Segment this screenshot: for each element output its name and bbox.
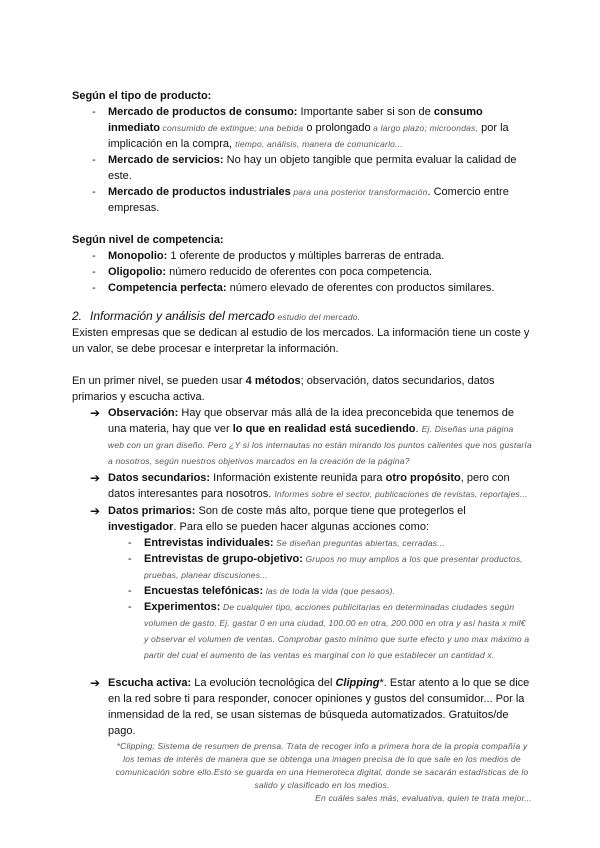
sub-item-label: Experimentos: xyxy=(144,601,221,613)
list-item xyxy=(72,264,532,280)
item-label: Competencia perfecta: xyxy=(108,282,227,294)
item-label: Datos secundarios: xyxy=(108,472,211,484)
method-secundarios xyxy=(72,470,532,502)
item-label: Escucha activa: xyxy=(108,677,192,689)
item-label: Mercado de servicios: xyxy=(108,154,224,166)
item-bold: otro propósito xyxy=(385,472,461,484)
item-label: Observación: xyxy=(108,407,179,419)
item-note: consumido de extingue; una bebida xyxy=(159,123,304,133)
item-text: o prolongado xyxy=(303,122,371,134)
list-methods xyxy=(72,405,532,739)
arrow-icon: ➔ xyxy=(90,471,101,485)
item-note: Informes sobre el sector, publicaciones de revistas, reportajes... xyxy=(274,489,528,499)
paragraph-intro: Existen empresas que se dedican al estudio de los mercados. La información tiene un coste y un valor, se debe procesar e interpretar la información. xyxy=(72,327,530,355)
arrow-icon: ➔ xyxy=(90,676,101,690)
paragraph-bold: 4 métodos xyxy=(245,375,301,387)
document-page xyxy=(72,88,532,805)
item-label: Monopolio: xyxy=(108,250,168,262)
item-text: . Para ello se pueden hacer algunas acciones como: xyxy=(173,521,430,533)
paragraph-methods xyxy=(72,373,532,405)
heading-competencia: Según nivel de competencia: xyxy=(72,234,224,246)
list-tipo-producto xyxy=(72,104,532,216)
heading-tipo-producto: Según el tipo de producto: xyxy=(72,90,212,102)
sub-item xyxy=(108,551,532,583)
sub-item-note: Se diseñan preguntas abiertas, cerradas... xyxy=(273,538,445,548)
section-title-note: estudio del mercado. xyxy=(274,312,361,322)
item-text: 1 oferente de productos y múltiples barreras de entrada. xyxy=(167,250,445,262)
item-text: , pero con datos interesantes para nosotros. xyxy=(108,472,510,500)
list-primarios-sub xyxy=(108,535,532,663)
item-bold-italic: Clipping xyxy=(335,677,380,689)
list-item xyxy=(72,280,532,296)
item-label: Oligopolio: xyxy=(108,266,167,278)
item-note: a largo plazo; microondas, xyxy=(370,123,479,133)
section-number: 2. xyxy=(72,309,83,323)
section-title xyxy=(72,308,532,325)
sub-item-label: Encuestas telefónicas: xyxy=(144,585,264,597)
item-label: Mercado de productos industriales xyxy=(108,186,291,198)
footnote-last: En cuáles sales más, evaluativa, quien te trata mejor... xyxy=(315,793,532,803)
method-escucha xyxy=(72,675,532,739)
sub-item-label: Entrevistas de grupo-objetivo: xyxy=(144,553,303,565)
item-bold: investigador xyxy=(108,521,174,533)
arrow-icon: ➔ xyxy=(90,504,101,518)
list-item xyxy=(72,104,532,152)
sub-item xyxy=(108,599,532,663)
item-text: Información existente reunida para xyxy=(210,472,386,484)
item-label: Datos primarios: xyxy=(108,505,196,517)
list-item xyxy=(72,248,532,264)
method-observacion xyxy=(72,405,532,469)
sub-item-note: las de toda la vida (que pesaos). xyxy=(263,586,396,596)
item-text: Importante saber si son de xyxy=(297,106,434,118)
section-title-text: Información y análisis del mercado xyxy=(90,309,275,323)
item-text: . xyxy=(415,423,422,435)
paragraph-text: ; observación, datos secundarios, datos primarios y escucha activa. xyxy=(72,375,495,403)
item-label: Mercado de productos de consumo: xyxy=(108,106,298,118)
item-text: No hay un objeto tangible que permita evaluar la calidad de este. xyxy=(108,154,517,182)
item-text: La evolución tecnológica del xyxy=(191,677,336,689)
footnote-text: *Clipping; Sistema de resumen de prensa. Trata de recoger info a primera hora de la propia compañía y los temas de interés de manera que se obtenga una imagen precisa de lo que sale en los medios de comunicación sobre ello.Esto se guarda en una Hemeroteca digital, donde se sacarán estadísticas de lo salido y clasificado en los medios. xyxy=(115,741,529,790)
footnote-clipping xyxy=(72,740,532,805)
item-note: tiempo, análisis, manera de comunicarlo... xyxy=(235,139,403,149)
sub-item-label: Entrevistas individuales: xyxy=(144,537,274,549)
sub-item xyxy=(108,535,532,551)
item-bold: lo que en realidad está sucediendo xyxy=(232,423,416,435)
item-bold: consumo inmediato xyxy=(108,106,483,134)
arrow-icon: ➔ xyxy=(90,406,101,420)
sub-item-note: Grupos no muy amplios a los que presentar productos, pruebas, planear discusiones... xyxy=(144,554,523,580)
list-item xyxy=(72,152,532,184)
item-text: Hay que observar más allá de la idea preconcebida que tenemos de una materia, hay que ver xyxy=(108,407,515,435)
method-primarios xyxy=(72,503,532,663)
sub-item-note: De cualquier tipo, acciones publicitarias en determinadas ciudades según volumen de gasto. Ej. gastar 0 en una ciudad, 100.00 en otra, 200.000 en otra y así hasta x mil€ y observar el volumen de ventas. Comprobar gasto mínimo que surte efecto y uno max máximo a partir del cual el aumento de las ventas es marginal con lo que establecer un cantidad x. xyxy=(144,602,530,660)
item-text: número reducido de oferentes con poca competencia. xyxy=(166,266,433,278)
item-text: Son de coste más alto, porque tiene que protegerlos el xyxy=(195,505,466,517)
item-note: para una posterior transformación xyxy=(290,187,428,197)
item-note: Ej. Diseñas una página web con un gran diseño. Pero ¿Y si los internautas no están mirando los puntos calientes que nos gustaría a nosotros, según nuestros objetivos marcados en la creación de la página? xyxy=(108,424,532,466)
item-text: . Comercio entre empresas. xyxy=(108,186,509,214)
item-text: por la implicación en la compra, xyxy=(108,122,509,150)
list-competencia xyxy=(72,248,532,296)
sub-item xyxy=(108,583,532,599)
item-text: número elevado de oferentes con productos similares. xyxy=(226,282,495,294)
item-text: *. Estar atento a lo que se dice en la red sobre ti para responder, conocer opiniones y gustos del consumidor... Por la inmensidad de la red, se usan sistemas de búsqueda automatizados. Gratuitos/de pago. xyxy=(108,677,530,737)
list-item xyxy=(72,184,532,216)
paragraph-text: En un primer nivel, se pueden usar xyxy=(72,375,246,387)
